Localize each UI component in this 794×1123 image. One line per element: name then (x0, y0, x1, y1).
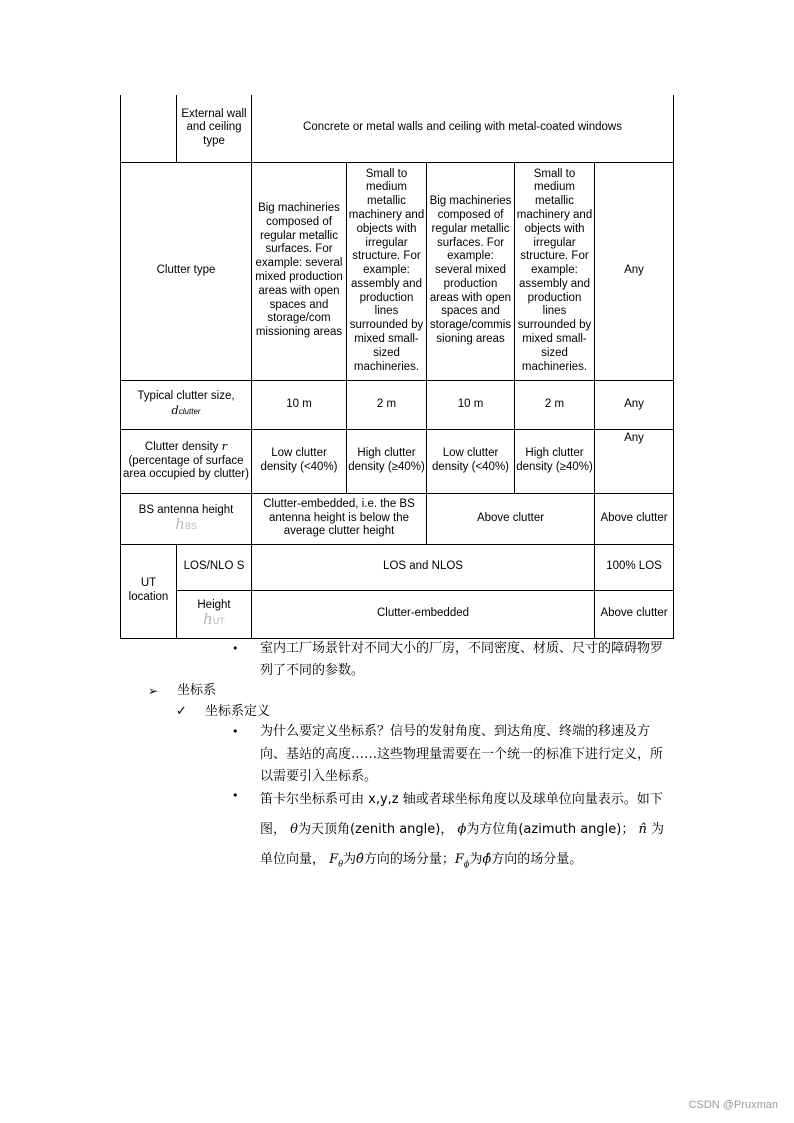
cartesian-text-c: 为方位角(azimuth angle)； (466, 822, 635, 837)
check-bullet-icon: ✓ (176, 704, 187, 719)
paragraph-factory-params: 室内工厂场景针对不同大小的厂房，不同密度、材质、尺寸的障碍物罗列了不同的参数。 (260, 641, 664, 678)
clutter-density-c1: Low clutter density (<40%) (252, 429, 347, 493)
cartesian-text-d: 为单位向量， (260, 822, 665, 867)
bullet-mark-3: • (232, 789, 239, 802)
ut-height-subscript: UT (212, 616, 225, 626)
ut-los-label: LOS/NLO S (177, 544, 252, 590)
field-symbol-theta (329, 852, 343, 867)
external-wall-label: External wall and ceiling type (177, 95, 252, 162)
clutter-size-c5: Any (595, 380, 674, 429)
clutter-size-label (121, 380, 252, 429)
ut-los-value: LOS and NLOS (252, 544, 595, 590)
ut-height-label (177, 590, 252, 638)
cartesian-text-e: 为 (343, 852, 357, 867)
clutter-type-c4: Small to medium metallic machinery and objects with irregular structure. For example: assembly and production lines surrounded by mixed small-sized machineries. (515, 162, 595, 380)
clutter-density-note: (percentage of surface area occupied by clutter) (123, 454, 249, 481)
row-clutter-type (121, 162, 674, 380)
ut-height-value: Clutter-embedded (252, 590, 595, 638)
cartesian-text-f: 方向的场分量； (363, 852, 455, 867)
bullet-mark-1: • (232, 642, 239, 655)
clutter-type-c5: Any (595, 162, 674, 380)
field-sub-phi: ϕ (463, 859, 470, 869)
paragraph-cartesian (260, 785, 672, 880)
bs-antenna-c5: Above clutter (595, 493, 674, 544)
field-symbol-phi (455, 852, 469, 867)
clutter-type-label: Clutter type (121, 162, 252, 380)
cartesian-text-h: 方向的场分量。 (491, 852, 583, 867)
bullet-mark-2: • (232, 725, 239, 738)
bs-antenna-label (121, 493, 252, 544)
phi-hat-symbol: ϕ̂ (482, 852, 492, 867)
ut-height-text: Height (197, 599, 231, 612)
theta-hat-symbol: θ̂ (356, 852, 364, 867)
theta-symbol: θ (290, 822, 298, 837)
clutter-density-label (121, 429, 252, 493)
clutter-size-c4: 2 m (515, 380, 595, 429)
external-wall-value: Concrete or metal walls and ceiling with metal-coated windows (252, 95, 674, 162)
ut-height-any: Above clutter (595, 590, 674, 638)
clutter-size-symbol: d (171, 403, 179, 417)
field-f-theta: F (329, 852, 339, 867)
ut-height-symbol: h (203, 610, 213, 628)
row-ut-height (121, 590, 674, 638)
clutter-density-c5: Any (595, 429, 674, 493)
row-bs-antenna (121, 493, 674, 544)
clutter-density-c4: High clutter density (≥40%) (515, 429, 595, 493)
clutter-size-subscript: clutter (178, 407, 201, 416)
bs-antenna-subscript: BS (184, 520, 197, 531)
parameter-table (120, 95, 674, 639)
ut-los-any: 100% LOS (595, 544, 674, 590)
clutter-size-text: Typical clutter size, (137, 390, 235, 403)
bs-antenna-c12: Clutter-embedded, i.e. the BS antenna height is below the average clutter height (252, 493, 427, 544)
bs-antenna-c34: Above clutter (427, 493, 595, 544)
heading-coordinate-definition: 坐标系定义 (205, 704, 271, 719)
clutter-density-c2: High clutter density (≥40%) (347, 429, 427, 493)
paragraph-why-coordinates: 为什么要定义坐标系？信号的发射角度、到达角度、终端的移速及方向、基站的高度……这些物理量需要在一个统一的标准下进行定义，所以需要引入坐标系。 (260, 724, 664, 784)
row-clutter-size (121, 380, 674, 429)
cartesian-text-g: 为 (469, 852, 483, 867)
phi-symbol: ϕ (457, 822, 467, 837)
heading-coordinate-system: 坐标系 (177, 683, 217, 698)
clutter-density-text: Clutter density (144, 440, 219, 453)
cartesian-text-a: 笛卡尔坐标系可由 x,y,z 轴或者球坐标角度以及球单位向量表示。如下图， (260, 792, 663, 837)
unit-vector-symbol: n̂ (638, 822, 647, 837)
clutter-size-c2: 2 m (347, 380, 427, 429)
clutter-density-c3: Low clutter density (<40%) (427, 429, 515, 493)
ut-location-label: UT location (121, 544, 177, 638)
bs-antenna-symbol: h (175, 514, 185, 533)
bs-antenna-text: BS antenna height (138, 503, 234, 516)
row-ut-los (121, 544, 674, 590)
field-sub-theta: θ (338, 859, 344, 869)
clutter-density-symbol: r (221, 438, 228, 453)
row-external-wall (121, 95, 674, 162)
clutter-size-c3: 10 m (427, 380, 515, 429)
watermark: CSDN @Pruxman (688, 1099, 778, 1111)
arrow-bullet-icon: ➢ (148, 684, 159, 698)
empty-cell (121, 95, 177, 162)
clutter-size-c1: 10 m (252, 380, 347, 429)
clutter-type-c3: Big machineries composed of regular metallic surfaces. For example: several mixed production areas with open spaces and storage/commis sioning areas (427, 162, 515, 380)
row-clutter-density (121, 429, 674, 493)
clutter-type-c2: Small to medium metallic machinery and objects with irregular structure. For example: assembly and production lines surrounded by mixed small-sized machineries. (347, 162, 427, 380)
clutter-type-c1: Big machineries composed of regular metallic surfaces. For example: several mixed production areas with open spaces and storage/com missioning areas (252, 162, 347, 380)
field-f-phi: F (454, 852, 464, 867)
cartesian-text-b: 为天顶角(zenith angle)， (297, 822, 454, 837)
